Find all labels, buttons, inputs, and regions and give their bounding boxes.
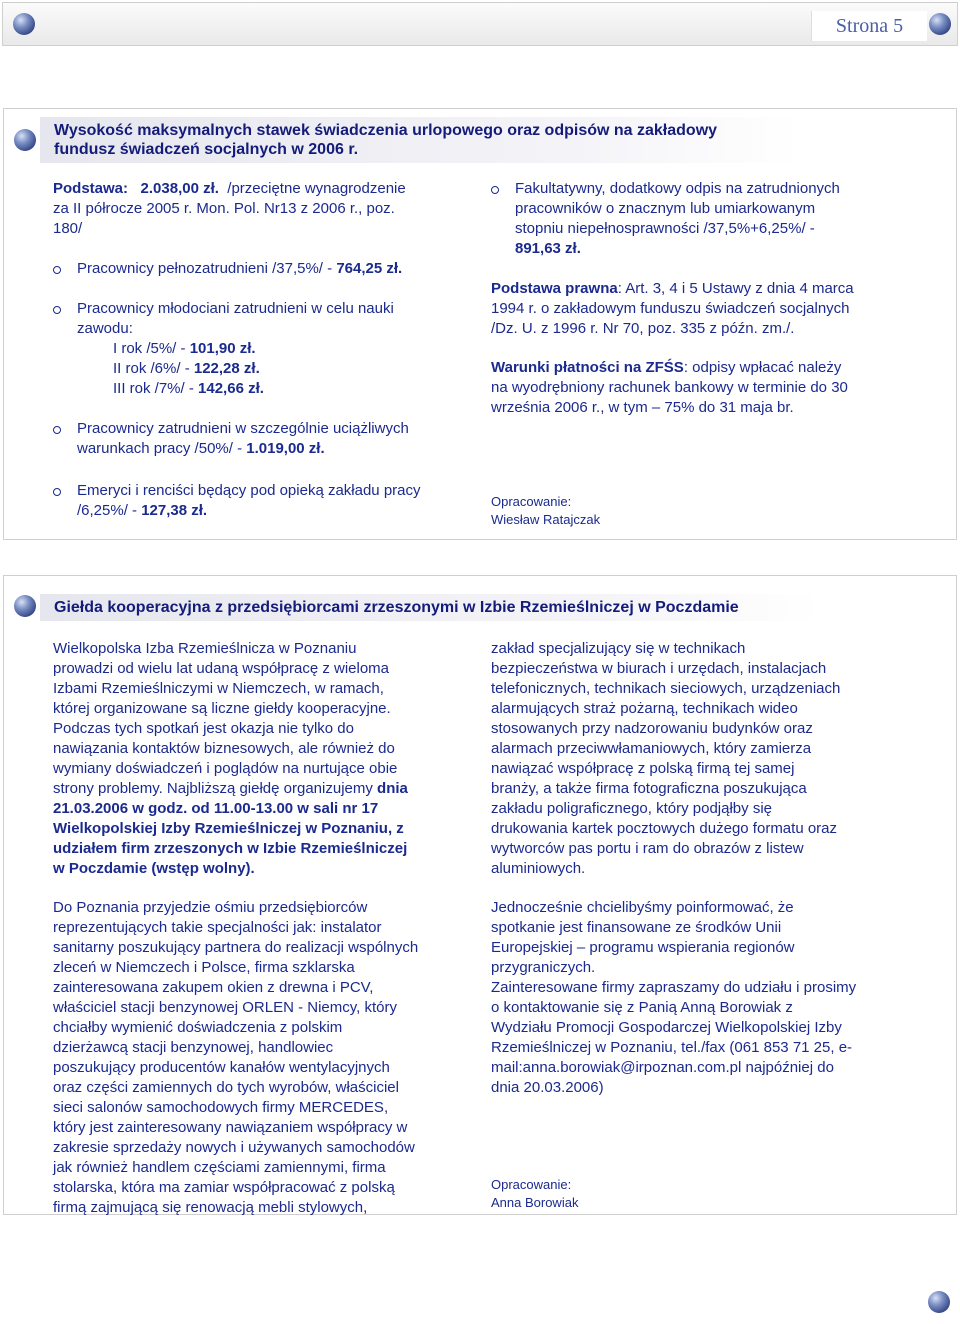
payment-terms: Warunki płatności na ZFŚS: odpisy wpłacać należy na wyodrębniony rachunek bankowy w terminie do 30 września 2006 r., w tym – 75% do 31 maja br. <box>491 359 848 416</box>
bullet-juvenile: Pracownicy młodociani zatrudnieni w celu nauki zawodu: I rok /5%/ - 101,90 zł. II rok /6%/ - 122,28 zł. III rok /7%/ - 142,66 zł. <box>77 299 477 399</box>
section-ball-icon <box>14 595 36 617</box>
article-col1-p2: Do Poznania przyjedzie ośmiu przedsiębiorców reprezentujących takie specjalności jak: instalator sanitarny poszukujący partnera do realizacji wspólnych zleceń w Niemczech i Polsce, firma szklarska zainteresowana zakupem okien z drewna i PCV, właściciel stacji benzynowej ORLEN - Niemcy, który chciałby wymienić doświadczenia z polskim dzierżawcą stacji benzynowej, handlowiec poszukujący producentów kanałów wentylacyjnych oraz części zamiennych do tych wyrobów, właściciel sieci salonów samochodowych firmy MERCEDES, który jest zainteresowany nawiązaniem współpracy w zakresie sprzedaży nowych i używanych samochodów jak również handlem częściami zamiennymi, firma stolarska, która ma zamiar współpracować z polską firmą zajmującą się renowacją mebli stylowych, <box>53 899 419 1216</box>
article-col2-p2: Jednocześnie chcielibyśmy poinformować, że spotkanie jest finansowane ze środków Unii Europejskiej – programu wspierania regionów przygraniczych. Zainteresowane firmy zapraszamy do udziału i prosimy o kontaktowanie się z Panią Anną Borowiak z Wydziału Promocji Gospodarczej Wielkopolskiej Izby Rzemieślniczej w Poznaniu, tel./fax (061 853 71 25, e- mail:anna.borowiak@irpoznan.com.pl najpóźniej do dnia 20.03.2006) <box>491 899 857 1096</box>
article-col2-p1: zakład specjalizujący się w technikach bezpieczeństwa w biurach i urzędach, instalacjach telefonicznych, technikach sieciowych, urządzeniach alarmujących straż pożarną, technikach wideo stosowanych przy nadzorowaniu budynków oraz alarmach przeciwwłamaniowych, który zamierza nawiązać współpracę z polską firmą tej samej branży, a także firma fotograficzna poszukująca zakładu poligraficznego, który podjąłby się drukowania kartek pocztowych dużego formatu oraz wytworców pas portu i ram do obrazów z listew aluminiowych. <box>491 640 841 877</box>
section-ball-icon <box>14 129 36 151</box>
bullet-ball-icon <box>929 13 951 35</box>
bullet-fulltime: Pracownicy pełnozatrudnieni /37,5%/ - 764,25 zł. <box>77 259 477 279</box>
bullet-ball-icon <box>13 13 35 35</box>
author-credit: Opracowanie: Wiesław Ratajczak <box>491 494 601 527</box>
cooperation-panel <box>3 575 957 1215</box>
salary-rates-panel <box>3 108 957 540</box>
section-title: Giełda kooperacyjna z przedsiębiorcami zrzeszonymi w Izbie Rzemieślniczej w Poczdamie <box>40 594 820 621</box>
bullet-optional-charge: Fakultatywny, dodatkowy odpis na zatrudnionych pracowników o znacznym lub umiarkowanym stopniu niepełnosprawności /37,5%+6,25%/ - 891,63 zł. <box>515 179 935 259</box>
bullet-hard-conditions: Pracownicy zatrudnieni w szczególnie uciążliwych warunkach pracy /50%/ - 1.019,00 zł. <box>77 419 477 459</box>
article-col1-p1: Wielkopolska Izba Rzemieślnicza w Poznaniu prowadzi od wielu lat udaną współpracę z wieloma Izbami Rzemieślniczymi w Niemczech, w ramach, której organizowane są liczne giełdy kooperacyjne. Podczas tych spotkań jest okazja nie tylko do nawiązania kontaktów biznesowych, ale również do wymiany doświadczeń i poglądów na nurtujące obie strony problemy. Najbliższą giełdę organizujemy dnia 21.03.2006 w godz. od 11.00-13.00 w sali nr 17 Wielkopolskiej Izby Rzemieślniczej w Poznaniu, z udziałem firm zrzeszonych w Izbie Rzemieślniczej w Poczdamie (wstęp wolny). <box>53 640 408 877</box>
page-number: Strona 5 <box>811 11 927 41</box>
legal-basis: Podstawa prawna: Art. 3, 4 i 5 Ustawy z dnia 4 marca 1994 r. o zakładowym funduszu świadczeń socjalnych /Dz. U. z 1996 r. Nr 70, poz. 335 z późn. zm./. <box>491 280 854 337</box>
section-title: Wysokość maksymalnych stawek świadczenia urlopowego oraz odpisów na zakładowy fundusz świadczeń socjalnych w 2006 r. <box>40 117 800 163</box>
bullet-retirees: Emeryci i renciści będący pod opieką zakładu pracy /6,25%/ - 127,38 zł. <box>77 481 477 521</box>
bullet-ball-icon <box>928 1291 950 1313</box>
page-header-bar <box>2 2 958 46</box>
author-credit: Opracowanie: Anna Borowiak <box>491 1177 579 1210</box>
basis-text: Podstawa: 2.038,00 zł. /przeciętne wynagrodzenie za II półrocze 2005 r. Mon. Pol. Nr13 z 2006 r., poz. 180/ <box>53 180 406 237</box>
